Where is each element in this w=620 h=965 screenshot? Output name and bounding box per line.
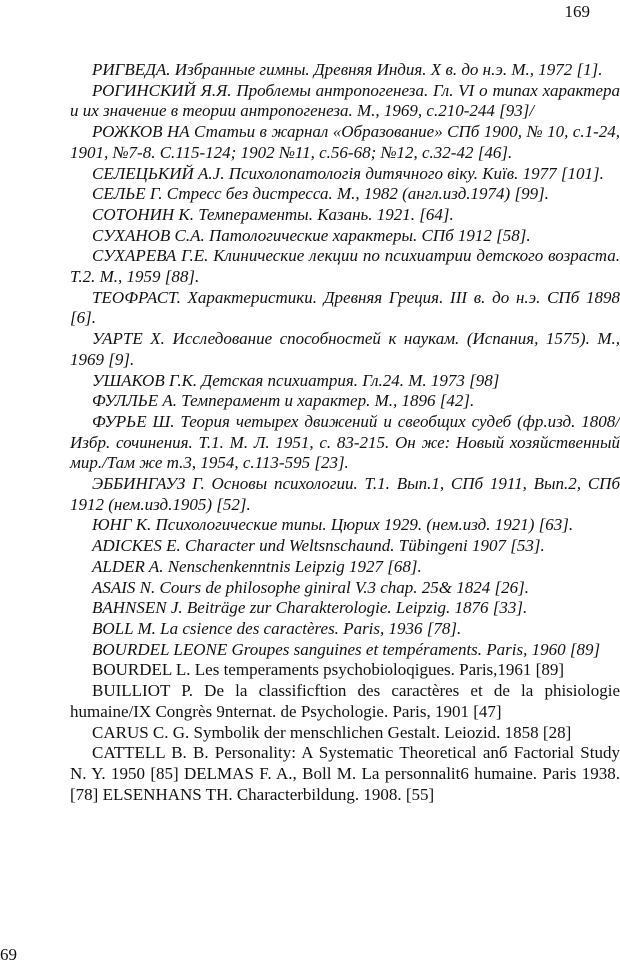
reference-entry: BOLL M. La csience des caractères. Paris, 1936 [78].	[92, 618, 462, 638]
reference-entry: УАРТЕ Х. Исследование способностей к наукам. (Испания, 1575). М., 1969 [9].	[70, 329, 620, 369]
reference-entry: ФУРЬЕ Ш. Теория четырех движений и свеобщих судеб (фр.изд. 1808/Избр. сочинения. Т.1. М. Л. 1951, с. 83-215. Он же: Новый хозяйственный мир./Там же т.3, 1954, с.113-595 [23].	[70, 411, 620, 473]
reference-entry: BOURDEL LEONE Groupes sanguines et tempéraments. Paris, 1960 [89]	[92, 639, 601, 659]
reference-list	[70, 60, 620, 805]
reference-entry: ASAIS N. Cours de philosophe giniral V.3 chap. 25& 1824 [26].	[92, 577, 529, 597]
reference-entry: BAHNSEN J. Beiträge zur Charakterologie. Leipzig. 1876 [33].	[92, 598, 528, 618]
reference-entry: РОГИНСКИЙ Я.Я. Проблемы антропогенеза. Гл. VI о типах характера и их значение в теории антропогенеза. М., 1969, с.210-244 [93]/	[70, 80, 620, 121]
reference-entry: СОТОНИН К. Темпераменты. Казань. 1921. [64].	[92, 204, 454, 224]
reference-entry: ТЕОФРАСТ. Характеристики. Древняя Греция. III в. до н.э. СПб 1898 [6].	[70, 287, 620, 328]
reference-entry: CARUS C. G. Symbolik der menschlichen Gestalt. Leiozid. 1858 [28]	[92, 722, 572, 742]
reference-entry: ALDER A. Nenschenkenntnis Leipzig 1927 [68].	[92, 556, 422, 576]
reference-entry: СЕЛЬЕ Г. Стресс без дистресса. М., 1982 (англ.изд.1974) [99].	[92, 184, 549, 204]
reference-entry: СЕЛЕЦЬКИЙ А.J. Психолопатологія дитячного віку. Київ. 1977 [101].	[92, 163, 604, 183]
page-number-top: 169	[564, 2, 590, 21]
page-number-bottom: 69	[0, 945, 17, 964]
reference-entry: ЭББИНГАУЗ Г. Основы психологии. Т.1. Вып.1, СПб 1911, Вып.2, СПб 1912 (нем.изд.1905) [52].	[70, 474, 620, 514]
reference-entry: СУХАНОВ С.А. Патологические характеры. СПб 1912 [58].	[92, 225, 531, 245]
reference-entry: ФУЛЛЬЕ А. Темперамент и характер. М., 1896 [42].	[92, 391, 475, 411]
reference-entry: УШАКОВ Г.К. Детская психиатрия. Гл.24. М. 1973 [98]	[92, 370, 500, 390]
reference-entry: BUILLIOT P. De la classificftion des caractères et de la phisiologie humaine/IX Congrès 9nternat. de Psychologie. Paris, 1901 [47]	[70, 681, 620, 721]
reference-entry: BOURDEL L. Les temperaments psychobioloqigues. Paris,1961 [89]	[92, 660, 564, 680]
reference-entry: ADICKES E. Character und Weltsnschaund. Tübingeni 1907 [53].	[92, 536, 545, 556]
reference-entry: ЮНГ К. Психологические типы. Цюрих 1929. (нем.изд. 1921) [63].	[92, 515, 574, 535]
reference-entry: СУХАРЕВА Г.Е. Клинические лекции по психиатрии детского возраста. Т.2. М., 1959 [88].	[70, 246, 620, 287]
reference-entry: CATTELL B. B. Personality: A Systematic Theoretical anб Factorial Study N. Y. 1950 [85] DELMAS F. A., Boll M. La personnalit6 humaine. Paris 1938. [78] ELSENHANS TH. Characterbildung. 1908. [55]	[70, 743, 620, 804]
reference-entry: РОЖКОВ НА Статьи в жарнал «Образование» СПб 1900, № 10, с.1-24, 1901, №7-8. С.115-124; 1902 №11, с.56-68; №12, с.32-42 [46].	[70, 122, 620, 162]
reference-entry: РИГВЕДА. Избранные гимны. Древняя Индия. X в. до н.э. М., 1972 [1].	[92, 60, 603, 79]
